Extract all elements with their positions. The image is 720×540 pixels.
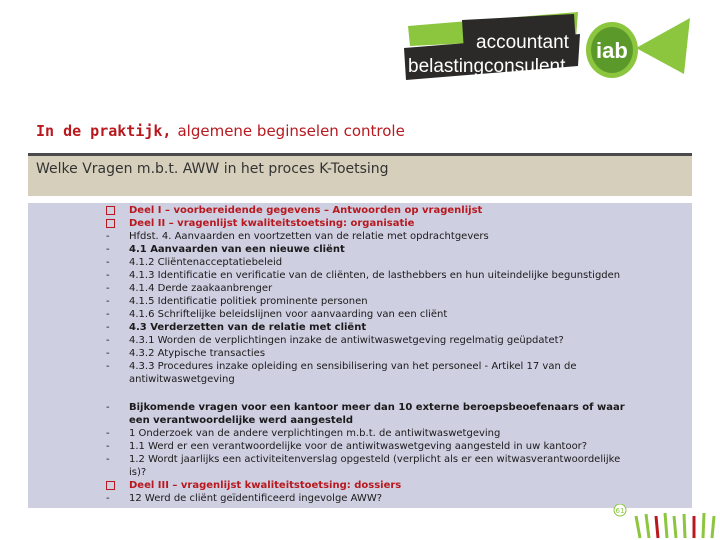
list-item-text: 4.1.3 Identificatie en verificatie van de cliënten, de lasthebbers en hun uiteindelijke begunstigden: [129, 270, 621, 281]
list-item-text: een verantwoordelijke werd aangesteld: [129, 415, 354, 426]
list-item: [28, 360, 692, 373]
list-item: [28, 230, 692, 243]
list-item: [28, 282, 692, 295]
list-item-text: 1 Onderzoek van de andere verplichtingen m.b.t. de antiwitwaswetgeving: [129, 428, 501, 439]
list-item-text: is)?: [129, 467, 147, 478]
list-item-text: 4.1 Aanvaarden van een nieuwe cliënt: [129, 244, 345, 255]
dash-bullet-icon: -: [106, 322, 110, 333]
list-item-text: antiwitwaswetgeving: [129, 374, 235, 385]
list-item: [28, 427, 692, 440]
list-item: [28, 401, 692, 414]
dash-bullet-icon: -: [106, 270, 110, 281]
list-item-text: 4.1.5 Identificatie politiek prominente personen: [129, 296, 368, 307]
list-item-text: Deel II – vragenlijst kwaliteitstoetsing: organisatie: [129, 218, 415, 229]
list-item: [28, 440, 692, 453]
list-item-text: 4.3 Verderzetten van de relatie met cliënt: [129, 322, 367, 333]
dash-bullet-icon: -: [106, 348, 110, 359]
list-item: [28, 243, 692, 256]
list-item: [28, 492, 692, 505]
dash-bullet-icon: -: [106, 454, 110, 465]
list-item-text: 12 Werd de cliënt geïdentificeerd ingevolge AWW?: [129, 493, 383, 504]
slide-number: 61: [615, 507, 625, 515]
list-item: [28, 217, 692, 230]
list-item: [28, 414, 692, 427]
dash-bullet-icon: -: [106, 309, 110, 320]
dash-bullet-icon: -: [106, 493, 110, 504]
list-item: [28, 295, 692, 308]
list-item-text: Hfdst. 4. Aanvaarden en voortzetten van de relatie met opdrachtgevers: [129, 231, 489, 242]
dash-bullet-icon: -: [106, 257, 110, 268]
list-item-text: 4.3.3 Procedures inzake opleiding en sensibilisering van het personeel - Artikel 17 van de: [129, 361, 577, 372]
list-item-text: Deel I – voorbereidende gegevens – Antwoorden op vragenlijst: [129, 205, 483, 216]
logo-text: [398, 10, 698, 85]
list-item-text: 4.3.2 Atypische transacties: [129, 348, 266, 359]
logo-line2: belastingconsulent: [408, 56, 566, 77]
page-title-rest: algemene beginselen controle: [177, 122, 405, 140]
list-item: [28, 479, 692, 492]
dash-bullet-icon: -: [106, 296, 110, 307]
list-item: [28, 308, 692, 321]
list-item-text: Bijkomende vragen voor een kantoor meer dan 10 externe beroepsbeoefenaars of waar: [129, 402, 625, 413]
subtitle: Welke Vragen m.b.t. AWW in het proces K-Toetsing: [36, 161, 389, 177]
list-item: [28, 321, 692, 334]
dash-bullet-icon: -: [106, 335, 110, 346]
dash-bullet-icon: -: [106, 428, 110, 439]
page-title: [36, 121, 405, 140]
list-item-text: 4.1.6 Schriftelijke beleidslijnen voor aanvaarding van een cliënt: [129, 309, 448, 320]
subtitle-band: [28, 156, 692, 196]
list-item-text: 1.2 Wordt jaarlijks een activiteitenverslag opgesteld (verplicht als er een witwasverantwoordelijke: [129, 454, 621, 465]
list-item-text: 4.3.1 Worden de verplichtingen inzake de antiwitwaswetgeving regelmatig geüpdatet?: [129, 335, 564, 346]
list-item: [28, 256, 692, 269]
list-item-text: 4.1.4 Derde zaakaanbrenger: [129, 283, 273, 294]
dash-bullet-icon: -: [106, 441, 110, 452]
list-item: [28, 466, 692, 479]
list-item: [28, 373, 692, 386]
list-item: [28, 269, 692, 282]
list-item: [28, 347, 692, 360]
dash-bullet-icon: -: [106, 361, 110, 372]
list-item-text: 1.1 Werd er een verantwoordelijke voor de antiwitwaswetgeving aangesteld in uw kantoor?: [129, 441, 588, 452]
dash-bullet-icon: -: [106, 283, 110, 294]
logo-line1: accountant: [476, 32, 569, 53]
list-item: [28, 204, 692, 217]
decorative-stripes: [608, 504, 720, 540]
page-title-bold: In de praktijk,: [36, 122, 172, 140]
list-item: [28, 334, 692, 347]
dash-bullet-icon: -: [106, 402, 110, 413]
dash-bullet-icon: -: [106, 231, 110, 242]
dash-bullet-icon: -: [106, 244, 110, 255]
logo-badge: iab: [596, 38, 628, 63]
list-item: [28, 453, 692, 466]
list-item-text: Deel III – vragenlijst kwaliteitstoetsing: dossiers: [129, 480, 402, 491]
list-item-text: 4.1.2 Cliëntenacceptatiebeleid: [129, 257, 283, 268]
content-panel: [28, 203, 692, 508]
